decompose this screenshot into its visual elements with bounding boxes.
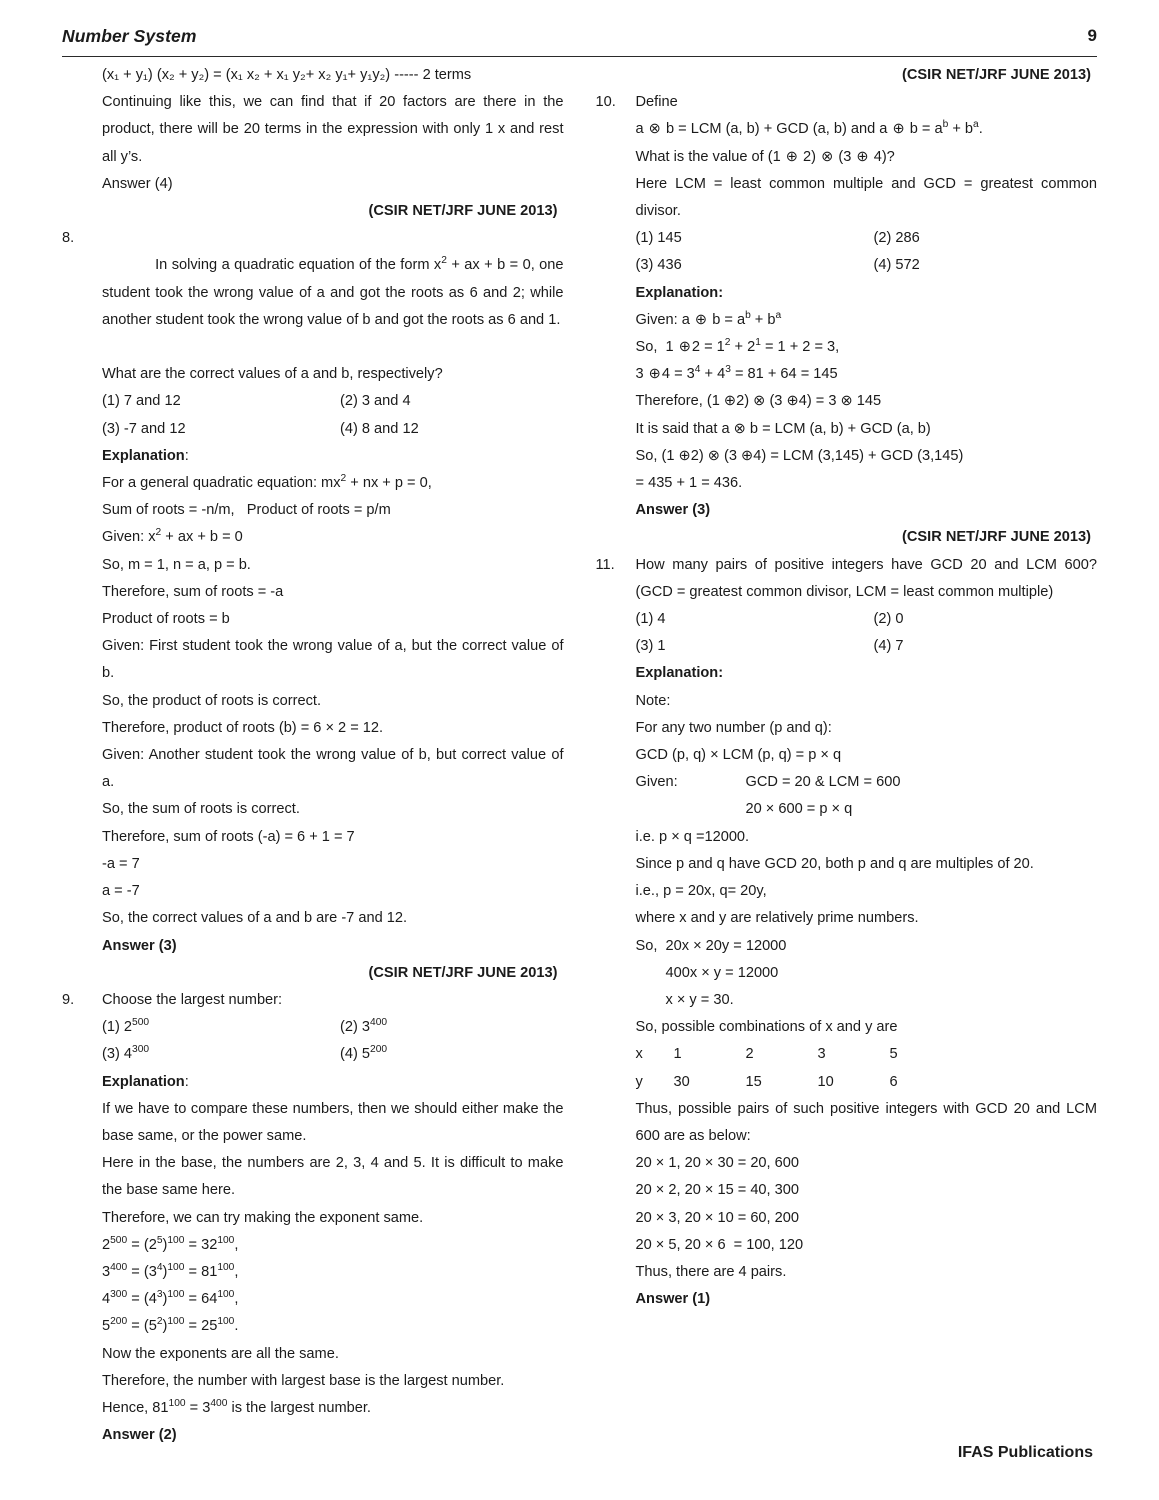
p1ae: 500 — [110, 1234, 128, 1246]
said-line: It is said that a ⊗ b = LCM (a, b) + GCD (a, b) — [635, 420, 931, 437]
page-footer: IFAS Publications — [957, 1444, 1093, 1461]
step-line-2 — [636, 361, 1098, 388]
carryover-paragraph: Continuing like this, we can find that if 20 factors are there in the product, there will be 20 terms in the expression with only 1 x and rest all y’s. — [102, 94, 568, 165]
explanation-line: So, m = 1, n = a, p = b. — [102, 556, 251, 573]
equation-line: So, 20x × 20y = 12000 — [635, 937, 787, 954]
option-4-label: (4) — [340, 1046, 358, 1063]
given-p3: + b — [750, 311, 776, 328]
p2ce: 100 — [167, 1262, 185, 1274]
table-cell: 3 — [817, 1046, 826, 1063]
ask-p1: What is the value of (1 — [635, 148, 785, 165]
question-8-ask: What are the correct values of a and b, respectively? — [102, 366, 443, 383]
p4ae: 200 — [110, 1316, 128, 1328]
def-p3: b = a — [905, 121, 943, 138]
given-sup2: a — [775, 309, 782, 321]
p1a: 2 — [102, 1236, 111, 1253]
source-tag: (CSIR NET/JRF JUNE 2013) — [902, 67, 1091, 83]
explanation-line: Product of roots = b — [102, 611, 230, 628]
p1b: (2 — [143, 1236, 157, 1253]
question-8 — [62, 225, 568, 987]
power-line-2: $3^{400} = (3^4)^{100} = 81^{100}$, — [102, 1262, 239, 1280]
pair-line: 20 × 5, 20 × 6 = 100, 120 — [635, 1236, 804, 1253]
explanation-line: So, the product of roots is correct. — [102, 692, 322, 709]
option-4[interactable]: (4) 7 — [873, 638, 904, 655]
def-p1: a — [635, 121, 648, 138]
s2-sup2: 3 — [725, 364, 731, 376]
question-9-options-row-2 — [102, 1041, 564, 1068]
explanation-line: Therefore, sum of roots (-a) = 6 + 1 = 7 — [102, 828, 355, 845]
p3de: 100 — [217, 1289, 235, 1301]
s2-sup1: 4 — [694, 364, 701, 376]
pair-line: 20 × 3, 20 × 10 = 60, 200 — [635, 1209, 800, 1226]
s1-p3: + 2 — [730, 339, 756, 356]
source-tag: (CSIR NET/JRF JUNE 2013) — [368, 964, 558, 981]
question-10-stem: Define — [635, 94, 678, 111]
carryover-block — [62, 62, 568, 225]
ask-p3: (3 — [834, 148, 856, 165]
question-11-options-row-2 — [636, 633, 1098, 660]
p4c: ) — [162, 1318, 168, 1335]
option-1-exponent: 500 — [132, 1017, 150, 1029]
equation-line: x × y = 30. — [665, 991, 734, 1008]
option-2-base: 3 — [361, 1019, 371, 1036]
s1-sup1: 2 — [724, 337, 731, 349]
equals-line: = 435 + 1 = 436. — [635, 475, 743, 492]
option-4-exponent: 200 — [370, 1044, 388, 1056]
given-p2: b = a — [708, 311, 746, 328]
source-tag: (CSIR NET/JRF JUNE 2013) — [368, 203, 558, 220]
p4b: (5 — [143, 1318, 157, 1335]
s2-p2: 4 = 3 — [661, 366, 695, 383]
row-y-label: y — [635, 1073, 643, 1090]
p3ce: 100 — [167, 1289, 185, 1301]
power-line-4: $5^{200} = (5^2)^{100} = 25^{100}$. — [102, 1316, 239, 1335]
explanation-line: i.e. p × q =12000. — [635, 828, 750, 845]
question-10-number: 10. — [595, 94, 616, 111]
question-10-note: Here LCM = least common multiple and GCD = greatest common divisor. — [635, 175, 1102, 220]
question-10-options-row-1 — [636, 225, 1098, 252]
option-1-label: (1) — [102, 1019, 120, 1036]
explanation-line: If we have to compare these numbers, then we should either make the base same, or the power same. — [102, 1100, 568, 1144]
option-3[interactable]: (3) -7 and 12 — [102, 420, 186, 437]
explanation-colon: : — [184, 1073, 189, 1090]
power-line-1: $2^{500} = (2^5)^{100} = 32^{100}$, — [102, 1234, 239, 1253]
so-line: So, (1 ⊕2) ⊗ (3 ⊕4) = LCM (3,145) + GCD (3,145) — [635, 447, 964, 464]
p3be: 3 — [156, 1289, 163, 1301]
hence-post: is the largest number. — [227, 1399, 371, 1416]
explanation-line: For any two number (p and q): — [635, 719, 832, 736]
explanation-line: i.e., p = 20x, q= 20y, — [635, 883, 767, 900]
p1d: 32 — [201, 1236, 218, 1253]
page-header — [62, 26, 1097, 57]
explanation-line: Sum of roots = -n/m, Product of roots = p/m — [102, 502, 391, 519]
question-8-stem-text: In solving a quadratic equation of the form $x^2$ + ax + b = 0, one student took the wrong value of a and got the roots as 6 and 2; while another student took the wrong value of b and got the roots as 6 and 1. — [102, 255, 568, 328]
p1ce: 100 — [167, 1234, 185, 1246]
s2-p1: 3 — [635, 366, 648, 383]
therefore-line: Therefore, (1 ⊕2) ⊗ (3 ⊕4) = 3 ⊗ 145 — [635, 393, 882, 410]
circled-plus-icon: ⊕ — [694, 311, 708, 328]
page-number: 9 — [1087, 26, 1097, 45]
option-2-label: (2) — [340, 1019, 358, 1036]
explanation-label: Explanation: — [635, 284, 724, 301]
question-10-ask — [636, 144, 1098, 171]
given-row — [636, 769, 1098, 796]
question-11-number: 11. — [595, 556, 615, 573]
option-2[interactable]: (2) 286 — [873, 230, 920, 247]
table-cell: 30 — [673, 1073, 690, 1090]
explanation-label: Explanation: — [635, 665, 724, 682]
given-value-2: 20 × 600 = p × q — [745, 801, 853, 818]
formula-line: (x₁ + y₁) (x₂ + y₂) = (x₁ x₂ + x₁ y₂+ x₂ y₁+ y₁y₂) ----- 2 terms — [102, 67, 472, 83]
explanation-line: a = -7 — [102, 883, 140, 900]
explanation-line: Therefore, product of roots (b) = 6 × 2 = 12. — [102, 719, 384, 736]
question-8-number: 8. — [62, 230, 75, 247]
row-x-label: x — [635, 1046, 643, 1063]
explanation-line: Therefore, we can try making the exponent same. — [102, 1209, 424, 1226]
value-table-row-x — [636, 1041, 1098, 1068]
p4d: 25 — [201, 1318, 218, 1335]
equation-line: 400x × y = 12000 — [665, 964, 779, 981]
option-1[interactable] — [102, 1014, 340, 1041]
circled-times-icon: ⊗ — [821, 148, 834, 165]
s1-p1: So, 1 — [635, 339, 678, 356]
hence-pre: Hence, 81 — [102, 1399, 169, 1416]
question-9 — [62, 987, 568, 1449]
circled-plus-icon: ⊕ — [648, 366, 661, 383]
p3b: (4 — [143, 1291, 157, 1308]
def-p2: b = LCM (a, b) + GCD (a, b) and a — [661, 121, 892, 138]
source-tag: (CSIR NET/JRF JUNE 2013) — [902, 529, 1091, 546]
circled-plus-icon: ⊕ — [678, 339, 691, 356]
explanation-line: For a general quadratic equation: $mx^2$ + nx + p = 0, — [102, 473, 432, 492]
option-1-base: 2 — [123, 1019, 133, 1036]
option-2[interactable] — [340, 1014, 564, 1041]
table-cell: 5 — [889, 1046, 898, 1063]
given-line — [636, 307, 1098, 334]
p3c: ) — [162, 1291, 168, 1308]
question-10 — [595, 89, 1102, 551]
ask-p4: 4)? — [869, 148, 895, 165]
power-line-3: $4^{300} = (4^3)^{100} = 64^{100}$, — [102, 1289, 239, 1308]
explanation-line: Note: — [635, 692, 671, 709]
given-sup1: b — [745, 309, 751, 321]
carryover-answer: Answer (4) — [102, 175, 173, 192]
option-1[interactable]: (1) 7 and 12 — [102, 393, 181, 410]
question-10-answer: Answer (3) — [635, 502, 711, 519]
option-3-base: 4 — [123, 1046, 133, 1063]
option-2[interactable]: (2) 0 — [873, 611, 904, 628]
option-3[interactable] — [102, 1041, 340, 1068]
option-3[interactable]: (3) 1 — [635, 638, 666, 655]
question-8-answer: Answer (3) — [102, 937, 177, 954]
right-column — [595, 62, 1102, 1449]
p4tail: . — [234, 1318, 239, 1335]
option-3[interactable]: (3) 436 — [635, 257, 682, 274]
s2-p4: = 81 + 64 = 145 — [730, 366, 838, 383]
p1be: 5 — [156, 1234, 163, 1246]
p4be: 2 — [156, 1316, 163, 1328]
circled-plus-icon: ⊕ — [785, 148, 798, 165]
p4de: 100 — [217, 1316, 235, 1328]
def-sup1: b — [942, 119, 949, 131]
explanation-line: Now the exponents are all the same. — [102, 1345, 339, 1362]
question-9-stem: Choose the largest number: — [102, 991, 283, 1008]
s1-p2: 2 = 1 — [691, 339, 725, 356]
p2c: ) — [162, 1263, 168, 1280]
p3d: 64 — [201, 1291, 218, 1308]
two-column-body — [62, 62, 1102, 1449]
def-p5: . — [978, 121, 983, 138]
question-11 — [595, 552, 1102, 1314]
explanation-line: Here in the base, the numbers are 2, 3, 4 and 5. It is difficult to make the base same here. — [102, 1155, 568, 1199]
p2de: 100 — [217, 1262, 235, 1274]
hence-e1: 100 — [168, 1398, 186, 1410]
option-4[interactable]: (4) 8 and 12 — [340, 420, 419, 437]
option-3-exponent: 300 — [132, 1044, 150, 1056]
given-spacer — [636, 796, 746, 823]
explanation-line: Therefore, sum of roots = -a — [102, 583, 284, 600]
conclusion-line: Thus, there are 4 pairs. — [635, 1263, 787, 1280]
explanation-colon: : — [184, 447, 189, 464]
question-8-options-row-2 — [102, 416, 564, 443]
page-title: Number System — [62, 26, 197, 46]
explanation-line: where x and y are relatively prime numbers. — [635, 910, 919, 927]
given-row-2 — [636, 796, 1098, 823]
option-3-label: (3) — [102, 1046, 120, 1063]
explanation-line: Therefore, the number with largest base is the largest number. — [102, 1372, 505, 1389]
combination-intro: So, possible combinations of x and y are — [635, 1019, 898, 1036]
explanation-line: Given: $x^2$ + ax + b = 0 — [102, 527, 243, 546]
table-cell: 6 — [889, 1073, 898, 1090]
p2be: 4 — [156, 1262, 163, 1274]
explanation-line: -a = 7 — [102, 855, 140, 872]
p3a: 4 — [102, 1291, 111, 1308]
p1tail: , — [234, 1236, 239, 1253]
given-label: Given: — [635, 774, 678, 791]
explanation-line: So, the correct values of a and b are -7 and 12. — [102, 910, 408, 927]
option-2-exponent: 400 — [370, 1017, 388, 1029]
question-9-answer: Answer (2) — [102, 1427, 177, 1444]
p3ae: 300 — [110, 1289, 128, 1301]
s2-p3: + 4 — [700, 366, 726, 383]
option-4[interactable]: (4) 572 — [873, 257, 920, 274]
hence-line — [102, 1395, 564, 1422]
circled-times-icon: ⊗ — [648, 121, 661, 138]
s1-sup2: 1 — [755, 337, 761, 349]
circled-plus-icon: ⊕ — [892, 121, 905, 138]
p4a: 5 — [102, 1318, 111, 1335]
given-p1: Given: a — [635, 311, 694, 328]
circled-plus-icon: ⊕ — [856, 148, 869, 165]
explanation-line: So, the sum of roots is correct. — [102, 801, 300, 818]
def-sup2: a — [973, 119, 979, 131]
p2a: 3 — [102, 1263, 111, 1280]
p4ce: 100 — [167, 1316, 185, 1328]
explanation-label: Explanation — [102, 447, 185, 464]
p2b: (3 — [143, 1263, 157, 1280]
s1-p4: = 1 + 2 = 3, — [760, 339, 840, 356]
thus-line: Thus, possible pairs of such positive integers with GCD 20 and LCM 600 are as below: — [635, 1100, 1102, 1144]
ask-p2: 2) — [799, 148, 821, 165]
question-11-options-row-1 — [636, 606, 1098, 633]
explanation-line: Since p and q have GCD 20, both p and q are multiples of 20. — [635, 855, 1034, 872]
option-4-base: 5 — [361, 1046, 371, 1063]
option-2[interactable]: (2) 3 and 4 — [340, 393, 411, 410]
explanation-line: Given: Another student took the wrong value of b, but correct value of a. — [102, 747, 568, 791]
def-p4: + b — [948, 121, 974, 138]
table-cell: 10 — [817, 1073, 834, 1090]
explanation-line: GCD (p, q) × LCM (p, q) = p × q — [635, 747, 842, 764]
p2tail: , — [234, 1263, 239, 1280]
p3tail: , — [234, 1291, 239, 1308]
question-11-answer: Answer (1) — [635, 1291, 711, 1308]
given-value: GCD = 20 & LCM = 600 — [745, 774, 901, 791]
value-table-row-y — [636, 1069, 1098, 1096]
question-8-options-row-1 — [102, 388, 564, 415]
table-cell: 15 — [745, 1073, 762, 1090]
p2ae: 400 — [110, 1262, 128, 1274]
table-cell: 1 — [673, 1046, 682, 1063]
question-11-stem: How many pairs of positive integers have GCD 20 and LCM 600? (GCD = greatest common divisor, LCM = least common multiple) — [635, 556, 1102, 600]
explanation-line: Given: First student took the wrong value of a, but the correct value of b. — [102, 638, 568, 682]
question-10-definition — [636, 116, 1098, 143]
p1de: 100 — [217, 1234, 235, 1246]
option-1[interactable]: (1) 145 — [635, 230, 682, 247]
table-cell: 2 — [745, 1046, 754, 1063]
p1c: ) — [162, 1236, 168, 1253]
question-8-explanation-heading — [102, 443, 564, 470]
explanation-label: Explanation — [102, 1073, 185, 1090]
option-4[interactable] — [340, 1041, 564, 1068]
question-9-number: 9. — [62, 991, 75, 1008]
pair-line: 20 × 2, 20 × 15 = 40, 300 — [635, 1182, 800, 1199]
p2d: 81 — [201, 1263, 218, 1280]
question-9-explanation-heading — [102, 1069, 564, 1096]
hence-e2: 400 — [210, 1398, 228, 1410]
hence-mid: = 3 — [185, 1399, 211, 1416]
question-9-options-row-1 — [102, 1014, 564, 1041]
question-8-stem — [102, 225, 568, 361]
pair-line: 20 × 1, 20 × 30 = 20, 600 — [635, 1155, 800, 1172]
step-line-1 — [636, 334, 1098, 361]
left-column — [62, 62, 568, 1449]
option-1[interactable]: (1) 4 — [635, 611, 666, 628]
question-10-options-row-2 — [636, 252, 1098, 279]
